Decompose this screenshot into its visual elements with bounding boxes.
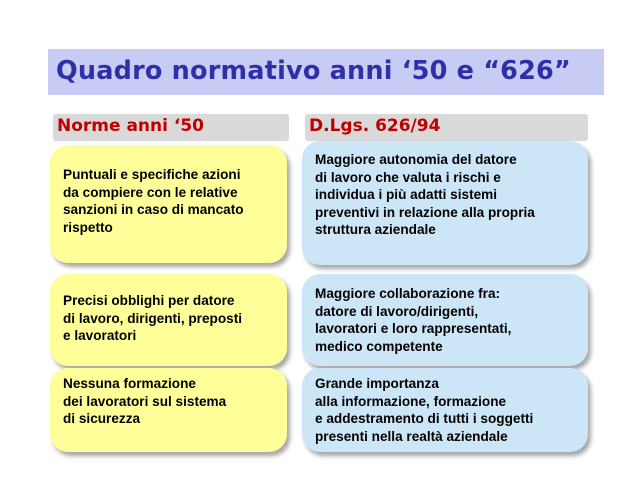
text-line: rispetto: [63, 219, 113, 235]
text-line: di sicurezza: [63, 411, 141, 427]
text-line: medico competente: [315, 338, 443, 354]
page-title: Quadro normativo anni ‘50 e “626”: [56, 56, 571, 86]
right-box-3-text: [315, 375, 533, 445]
text-line: Puntuali e specifiche azioni: [63, 167, 241, 182]
text-line: alla informazione, formazione: [315, 393, 507, 409]
text-line: datore di lavoro/dirigenti,: [315, 303, 479, 319]
column-header-right: [305, 114, 588, 141]
right-box-1: [302, 141, 588, 265]
text-line: dei lavoratori sul sistema: [63, 393, 227, 409]
text-line: preventivi in relazione alla propria: [315, 204, 535, 220]
text-line: lavoratori e loro rappresentati,: [315, 321, 512, 337]
text-line: presenti nella realtà aziendale: [315, 428, 508, 444]
text-line: Nessuna formazione: [63, 376, 196, 391]
left-box-1-text: [63, 166, 244, 236]
text-line: Maggiore autonomia del datore: [315, 152, 517, 167]
text-line: individua i più adatti sistemi: [315, 187, 498, 203]
text-line: di lavoro, dirigenti, preposti: [63, 310, 243, 326]
column-header-left-label: Norme anni ‘50: [57, 116, 204, 136]
right-box-1-text: [315, 151, 535, 239]
text-line: di lavoro che valuta i rischi e: [315, 169, 501, 185]
text-line: da compiere con le relative: [63, 184, 238, 200]
left-box-3: [50, 368, 287, 452]
text-line: struttura aziendale: [315, 222, 436, 238]
left-box-2: [50, 274, 287, 366]
column-header-left: [53, 114, 289, 141]
text-line: Grande importanza: [315, 376, 439, 391]
text-line: e addestramento di tutti i soggetti: [315, 411, 534, 427]
text-line: sanzioni in caso di mancato: [63, 202, 244, 218]
text-line: Precisi obblighi per datore: [63, 293, 235, 308]
left-box-2-text: [63, 292, 242, 345]
column-header-right-label: D.Lgs. 626/94: [309, 116, 441, 136]
left-box-1: [50, 145, 287, 263]
right-box-2-text: [315, 285, 511, 355]
right-box-2: [302, 274, 588, 366]
text-line: Maggiore collaborazione fra:: [315, 286, 501, 301]
right-box-3: [302, 368, 588, 452]
left-box-3-text: [63, 375, 226, 428]
text-line: e lavoratori: [63, 328, 137, 344]
